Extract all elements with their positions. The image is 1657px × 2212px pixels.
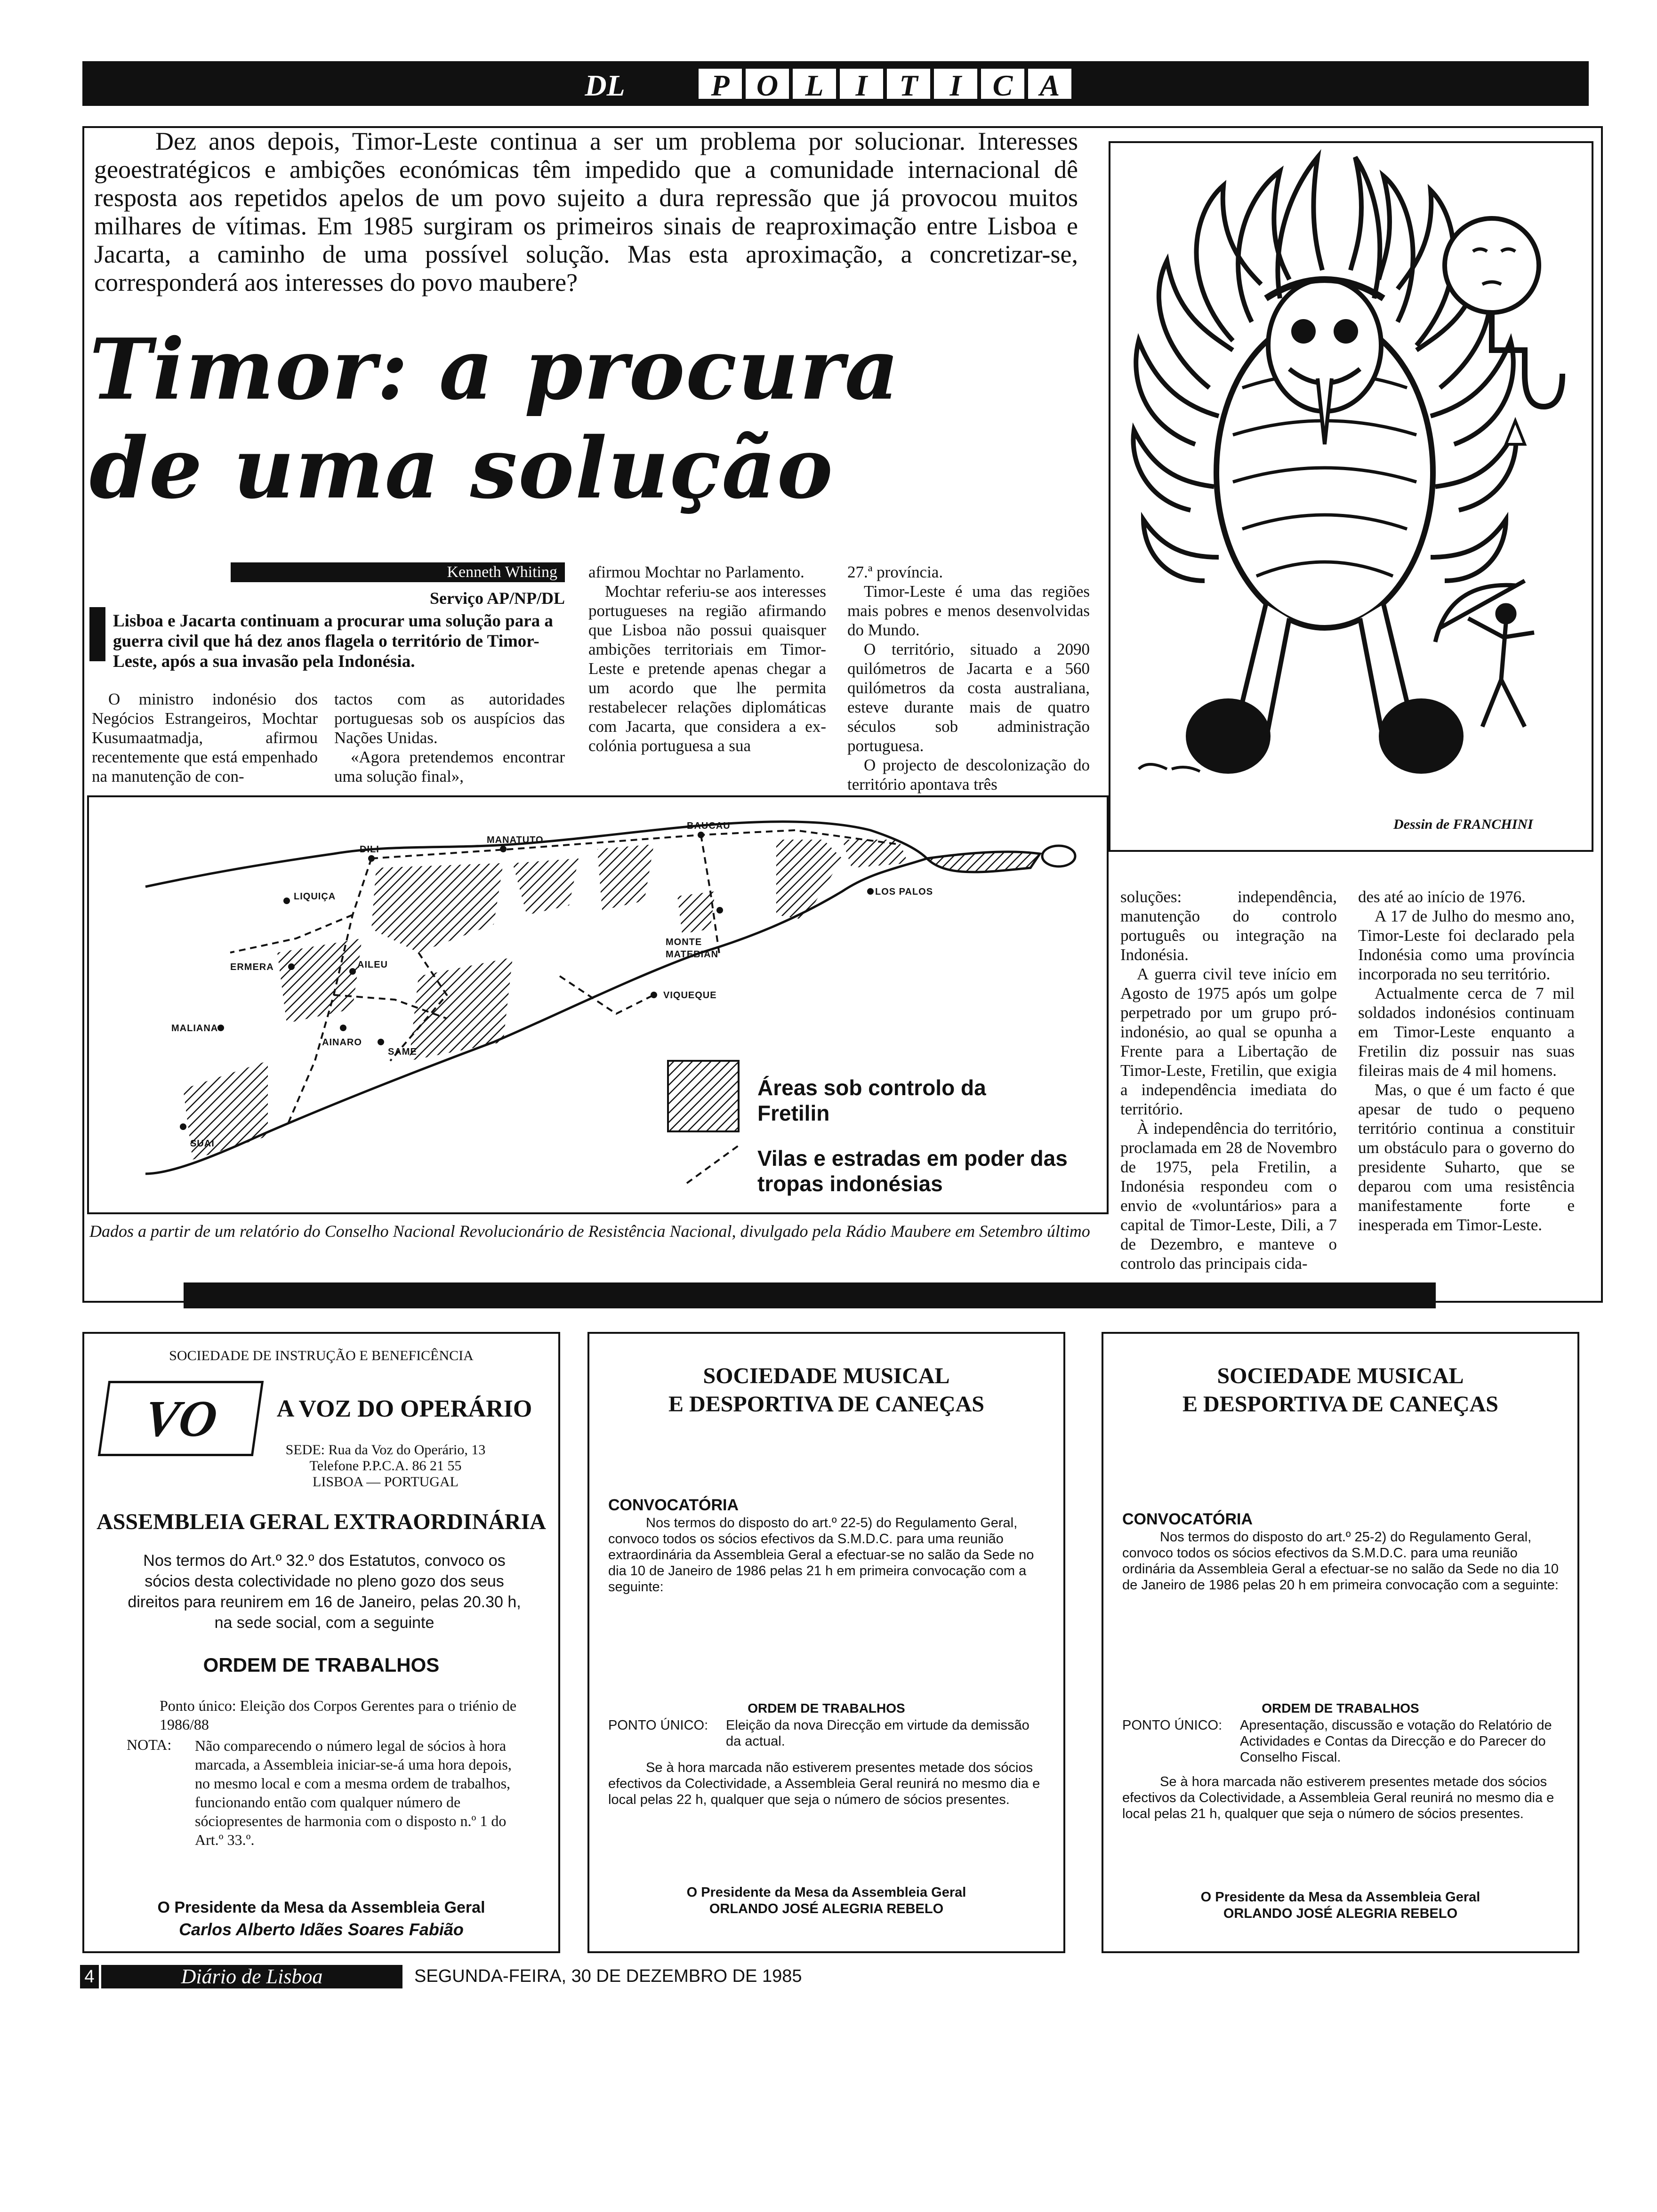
section-letter: P xyxy=(697,67,744,101)
section-letter: T xyxy=(885,67,932,101)
map-label-dili: DILI xyxy=(360,844,379,855)
author-byline: Kenneth Whiting xyxy=(231,562,565,582)
paragraph: «Agora pretendemos encontrar uma solução final», xyxy=(334,748,565,785)
paragraph: soluções: independência, manutenção do controlo português ou integração na Indonésia. xyxy=(1120,888,1337,964)
ad-signature-name: ORLANDO JOSÉ ALEGRIA REBELO xyxy=(1223,1906,1458,1921)
paragraph: Mochtar referiu-se aos interesses portugueses na região afirmando que Lisboa não possui quaisquer ambições territoriais em Timor-Leste e pretende apenas chegar a um acordo que lhe permita restabelecer relações diplomáticas com Jacarta, que considera a ex-colónia portuguesa a sua xyxy=(588,582,826,755)
ad-ponto: Ponto único: Eleição dos Corpos Gerentes para o triénio de 1986/88 xyxy=(160,1697,517,1733)
map-label-ermera: ERMERA xyxy=(230,962,274,972)
map-label-liquica: LIQUIÇA xyxy=(294,891,336,902)
illustration-credit: Dessin de FRANCHINI xyxy=(1393,817,1533,832)
demon-illustration xyxy=(1110,143,1592,850)
article-lead: Lisboa e Jacarta continuam a procurar uma solução para a guerra civil que há dez anos flagela o território de Timor-Leste, após a sua invasão pela Indonésia. xyxy=(113,611,553,671)
ad-note: Se à hora marcada não estiverem presentes metade dos sócios efectivos da Colectividade, a Assembleia Geral reunirá no mesmo dia e local pelas 22 h, qualquer que seja o número de sócios presentes. xyxy=(608,1760,1040,1807)
map-label-maliana: MALIANA xyxy=(171,1023,218,1034)
news-service: Serviço AP/NP/DL xyxy=(430,589,565,608)
ad-signature-name: Carlos Alberto Idães Soares Fabião xyxy=(179,1920,464,1939)
voz-do-operario-logo: VO xyxy=(98,1381,264,1456)
fretilin-area xyxy=(409,957,513,1061)
paragraph: Timor-Leste é uma das regiões mais pobres e menos desenvolvidas do Mundo. xyxy=(847,582,1090,639)
map-label-same: SAME xyxy=(388,1047,417,1057)
ad-ordem: ORDEM DE TRABALHOS xyxy=(748,1701,905,1715)
ad-body: Nos termos do Art.º 32.º dos Estatutos, convoco os sócios desta colectividade no pleno gozo dos seus direitos para reunirem em 16 de Janeiro, pelas 20.30 h, na sede social, com a seguinte xyxy=(128,1552,521,1632)
ad-heading: ASSEMBLEIA GERAL EXTRAORDINÁRIA xyxy=(97,1509,546,1534)
ad-title: A VOZ DO OPERÁRIO xyxy=(276,1395,532,1422)
ad-signature-name: ORLANDO JOSÉ ALEGRIA REBELO xyxy=(709,1901,944,1916)
map-label-suai: SUAI xyxy=(190,1138,215,1149)
legend-roads-label: Vilas e estradas em poder das tropas indonésias xyxy=(757,1146,1068,1196)
paragraph: des até ao início de 1976. xyxy=(1358,888,1526,906)
ad-signature-title: O Presidente da Mesa da Assembleia Geral xyxy=(1200,1890,1480,1905)
paragraph: A guerra civil teve início em Agosto de 1975 após um golpe perpetrado por um grupo pró-indonésio, ao qual se opunha a Frente para a Libertação de Timor-Leste, Fretilin, que exigia a independência imediata do território. xyxy=(1120,965,1337,1118)
paragraph: A 17 de Julho do mesmo ano, Timor-Leste foi declarado pela Indonésia como uma província incorporada no seu território. xyxy=(1358,907,1575,983)
map-label-viqueque: VIQUEQUE xyxy=(663,990,717,1001)
section-letter: I xyxy=(838,67,885,101)
legend-road-swatch xyxy=(687,1146,739,1183)
paragraph: afirmou Mochtar no Parlamento. xyxy=(588,563,804,581)
fretilin-area xyxy=(371,863,503,953)
ad-ordem: ORDEM DE TRABALHOS xyxy=(203,1654,440,1676)
ad-convocatoria: CONVOCATÓRIA xyxy=(1122,1510,1253,1528)
paragraph: tactos com as autoridades portuguesas sob os auspícios das Nações Unidas. xyxy=(334,690,565,747)
ad-address xyxy=(240,1442,531,1490)
article-headline xyxy=(89,320,1078,518)
ad-ponto-label: PONTO ÚNICO: xyxy=(1122,1718,1223,1733)
newspaper-logo: DL xyxy=(565,67,645,101)
ad-ordem: ORDEM DE TRABALHOS xyxy=(1262,1701,1419,1715)
paragraph: O projecto de descolonização do território apontava três xyxy=(847,756,1090,793)
fretilin-area xyxy=(776,840,842,920)
section-letter: O xyxy=(744,67,791,101)
fretilin-area xyxy=(677,891,715,934)
fretilin-area xyxy=(842,840,908,868)
section-letter: A xyxy=(1026,67,1073,101)
fretilin-area xyxy=(597,844,654,910)
ad-title-line1: SOCIEDADE MUSICAL xyxy=(703,1363,950,1388)
fretilin-area xyxy=(513,858,579,915)
address-line: LISBOA — PORTUGAL xyxy=(313,1474,458,1490)
headline-line-2: de uma solução xyxy=(89,419,834,517)
address-line: Telefone P.P.C.A. 86 21 55 xyxy=(309,1458,462,1474)
paragraph: Mas, o que é um facto é que apesar de tudo o pequeno território continua a constituir um obstáculo para o governo do presidente Suharto, que se deparou com uma resistência manifestamente forte e inesperada em Timor-Leste. xyxy=(1358,1081,1575,1234)
ad-ponto-label: PONTO ÚNICO: xyxy=(608,1718,708,1733)
ad-voz-do-operario xyxy=(82,1332,560,1953)
article-intro: Dez anos depois, Timor-Leste continua a ser um problema por solucionar. Interesses geoestratégicos e ambições económicas têm impedido que a comunidade internacional dê resposta aos repetidos apelos de um povo sujeito a dura repressão que já provocou muitos milhares de vítimas. Em 1985 surgiram os primeiros sinais de reaproximação entre Lisboa e Jacarta, a caminho de uma possível solução. Mas esta aproximação, a concretizar-se, corresponderá aos interesses do povo maubere? xyxy=(94,127,1078,297)
map-caption: Dados a partir de um relatório do Conselho Nacional Revolucionário de Resistência Nacional, divulgado pela Rádio Maubere em Setembro último xyxy=(89,1222,1090,1241)
ad-signature-title: O Presidente da Mesa da Assembleia Geral xyxy=(157,1899,485,1916)
ad-convocatoria: CONVOCATÓRIA xyxy=(608,1496,739,1514)
ad-nota-label: NOTA: xyxy=(127,1736,172,1753)
paragraph: O território, situado a 2090 quilómetros de Jacarta e a 560 quilómetros da costa australiana, esteve durante mais de quatro séculos sob administração portuguesa. xyxy=(847,640,1090,755)
article-column-4 xyxy=(847,562,1090,794)
ad-title-line2: E DESPORTIVA DE CANEÇAS xyxy=(1182,1392,1498,1417)
ad-body: Nos termos do disposto do art.º 25-2) do Regulamento Geral, convoco todos os sócios efectivos da S.M.D.C. para uma reunião ordinária da Assembleia Geral a efectuar-se no salão da Sede no dia 10 de Janeiro de 1986 pelas 20 h em primeira convocação com a seguinte: xyxy=(1122,1530,1559,1593)
ad-body: Nos termos do disposto do art.º 22-5) do Regulamento Geral, convoco todos os sócios efectivos da S.M.D.C. para uma reunião extraordinária da Assembleia Geral a efectuar-se no salão da Sede no dia 10 de Janeiro de 1986 pelas 21 h em primeira convocação com a seguinte: xyxy=(608,1515,1034,1595)
ad-caneças-extraordinaria xyxy=(587,1332,1065,1953)
ad-org-name: SOCIEDADE DE INSTRUÇÃO E BENEFICÊNCIA xyxy=(169,1348,474,1363)
section-letter: L xyxy=(791,67,838,101)
section-letter: I xyxy=(932,67,979,101)
article-column-1 xyxy=(92,689,318,786)
ad-signature-title: O Presidente da Mesa da Assembleia Geral xyxy=(686,1885,966,1900)
map-label-monte-matebian: MONTE MATEBIAN xyxy=(666,937,719,960)
map-label-manatuto: MANATUTO xyxy=(487,835,544,845)
timor-map xyxy=(87,795,1109,1214)
map-label-los-palos: LOS PALOS xyxy=(875,887,933,897)
article-column-3 xyxy=(588,562,826,755)
ad-note: Se à hora marcada não estiverem presentes metade dos sócios efectivos da Colectividade, a Assembleia Geral reunirá no mesmo dia e local pelas 21 h, qualquer que seja o número de sócios presentes. xyxy=(1122,1774,1554,1821)
map-label-ainaro: AINARO xyxy=(322,1037,362,1048)
section-divider-bar xyxy=(184,1282,1436,1308)
ad-ponto: Eleição da nova Direcção em virtude da demissão da actual. xyxy=(726,1718,1030,1749)
ad-title-line1: SOCIEDADE MUSICAL xyxy=(1217,1363,1464,1388)
issue-date: SEGUNDA-FEIRA, 30 DE DEZEMBRO DE 1985 xyxy=(414,1966,802,1986)
section-letter: C xyxy=(979,67,1026,101)
fretilin-area xyxy=(277,938,362,1023)
legend-hatch-swatch xyxy=(668,1061,739,1131)
article-column-6 xyxy=(1358,887,1575,1234)
paragraph: Actualmente cerca de 7 mil soldados indonésios continuam em Timor-Leste enquanto a Fretilin diz possuir nas suas fileiras mais de 4 mil homens. xyxy=(1358,984,1575,1080)
paragraph: O ministro indonésio dos Negócios Estrangeiros, Mochtar Kusumaatmadja, afirmou recentemente que está empenhado na manutenção de con- xyxy=(92,690,318,785)
ad-caneças-ordinaria xyxy=(1102,1332,1579,1953)
ad-nota: Não comparecendo o número legal de sócios à hora marcada, a Assembleia iniciar-se-á uma hora depois, no mesmo local e com a mesma ordem de trabalhos, funcionando então com qualquer número de sóciopresentes de harmonia com o disposto n.º 1 do Art.º 33.º. xyxy=(195,1737,512,1848)
legend-areas-label: Áreas sob controlo da Fretilin xyxy=(757,1075,986,1125)
map-label-baucau: BAUCAU xyxy=(687,821,731,831)
ad-ponto: Apresentação, discussão e votação do Relatório de Actividades e Contas da Direcção e do Parecer do Conselho Fiscal. xyxy=(1240,1718,1552,1765)
headline-line-1: Timor: a procura xyxy=(89,320,900,418)
paragraph: 27.ª província. xyxy=(847,563,943,581)
newspaper-name: Diário de Lisboa xyxy=(101,1965,402,1988)
map-label-aileu: AILEU xyxy=(357,960,388,970)
article-column-2 xyxy=(334,689,565,786)
ad-title-line2: E DESPORTIVA DE CANEÇAS xyxy=(668,1392,984,1417)
address-line: SEDE: Rua da Voz do Operário, 13 xyxy=(285,1442,486,1458)
illustration-frame xyxy=(1109,141,1593,852)
paragraph: À independência do território, proclamada em 28 de Novembro de 1975, pela Fretilin, a Indonésia respondeu com o envio de «voluntários» para a capital de Timor-Leste, Dili, a 7 de Dezembro, e manteve o controlo das principais cida- xyxy=(1120,1119,1337,1273)
article-column-5 xyxy=(1120,887,1337,1273)
page-number: 4 xyxy=(80,1965,99,1988)
